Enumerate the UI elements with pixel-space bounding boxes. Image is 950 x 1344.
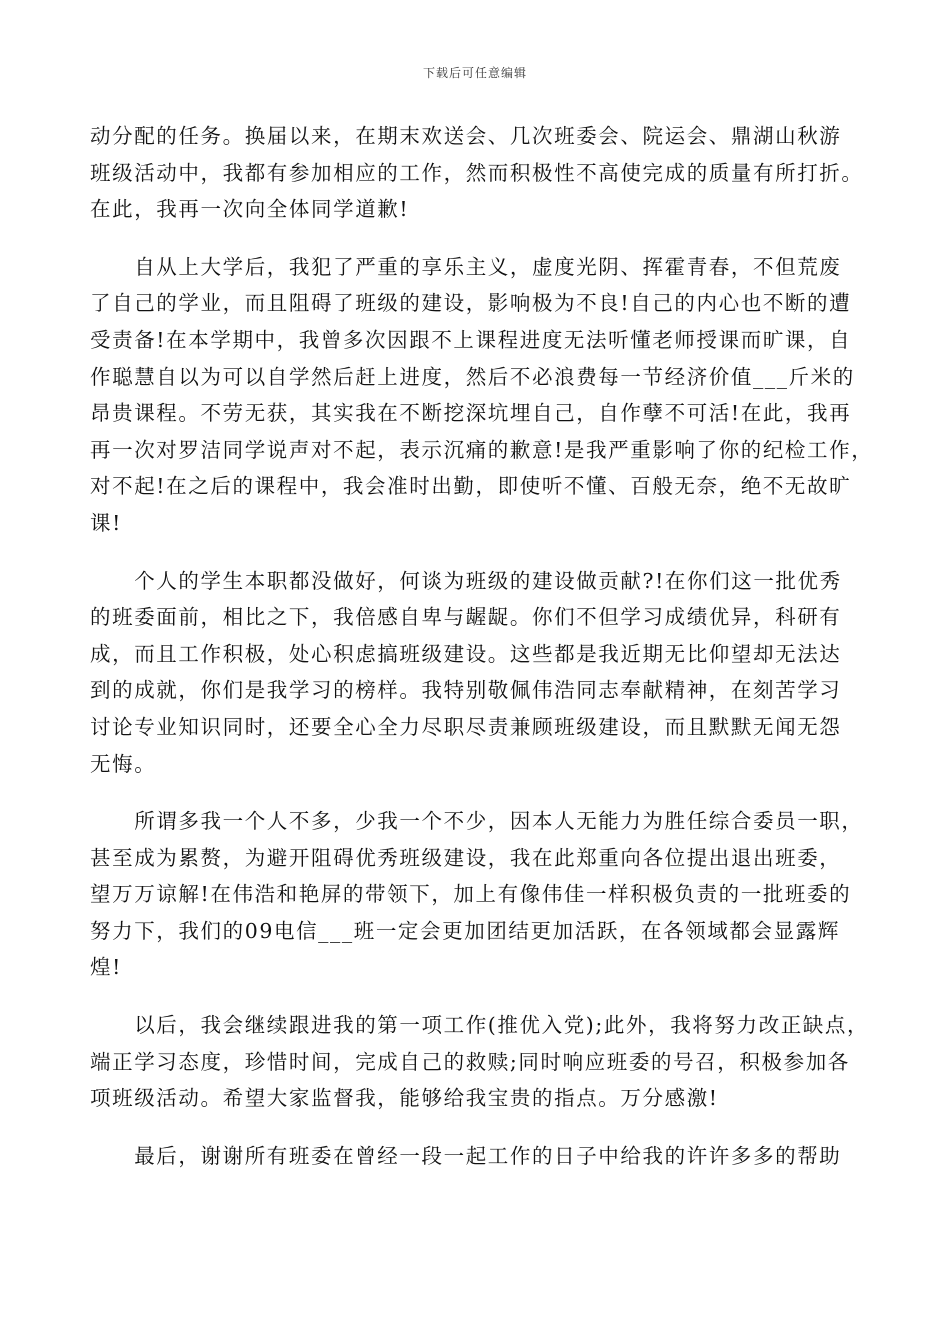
text-line: 昂贵课程。不劳无获，其实我在不断挖深坑埋自己，自作孽不可活!在此，我再 [90,401,852,426]
paragraph [90,803,862,986]
paragraph [90,563,862,783]
text-line: 望万万谅解!在伟浩和艳屏的带领下，加上有像伟佳一样积极负责的一批班委的 [90,882,852,907]
text-line: 作聪慧自以为可以自学然后赶上进度，然后不必浪费每一节经济价值___斤米的 [90,364,855,389]
text-line: 个人的学生本职都没做好，何谈为班级的建设做贡献?!在你们这一批优秀 [90,568,842,593]
text-line: 甚至成为累赘，为避开阻碍优秀班级建设，我在此郑重向各位提出退出班委， [90,845,842,870]
text-line: 端正学习态度，珍惜时间，完成自己的救赎;同时响应班委的号召，积极参加各 [90,1049,850,1074]
text-line: 动分配的任务。换届以来，在期末欢送会、几次班委会、院运会、鼎湖山秋游 [90,124,842,148]
text-line: 在此，我再一次向全体同学道歉! [90,197,410,222]
text-line: 对不起!在之后的课程中，我会准时出勤，即使听不懂、百般无奈，绝不无故旷 [90,474,852,499]
text-line: 受责备!在本学期中，我曾多次因跟不上课程进度无法听懂老师授课而旷课，自 [90,327,852,352]
document-body [90,118,874,1195]
text-line: 项班级活动。希望大家监督我，能够给我宝贵的指点。万分感激! [90,1086,719,1111]
text-line: 最后，谢谢所有班委在曾经一段一起工作的日子中给我的许许多多的帮助 [90,1143,842,1168]
page-header: 下载后可任意编辑 [422,66,527,80]
text-line: 课! [90,510,122,535]
text-line: 自从上大学后，我犯了严重的享乐主义，虚度光阴、挥霍青春，不但荒废 [90,254,842,279]
text-line: 所谓多我一个人不多，少我一个不少，因本人无能力为胜任综合委员一职， [90,809,864,834]
paragraph [90,118,862,228]
text-line: 努力下，我们的09电信___班一定会更加团结更加活跃，在各领域都会显露辉 [90,918,840,943]
text-line: 了自己的学业，而且阻碍了班级的建设，影响极为不良!自己的内心也不断的遭 [90,291,852,316]
paragraph [90,1138,862,1175]
paragraph [90,249,874,542]
text-line: 到的成就，你们是我学习的榜样。我特别敬佩伟浩同志奉献精神，在刻苦学习 [90,678,842,703]
text-line: 再一次对罗洁同学说声对不起，表示沉痛的歉意!是我严重影响了你的纪检工作， [90,437,874,462]
text-line: 讨论专业知识同时，还要全心全力尽职尽责兼顾班级建设，而且默默无闻无怨 [90,714,842,739]
text-line: 成，而且工作积极，处心积虑搞班级建设。这些都是我近期无比仰望却无法达 [90,641,842,666]
paragraph [90,1007,870,1117]
text-line: 班级活动中，我都有参加相应的工作，然而积极性不高使完成的质量有所打折。 [90,160,864,185]
text-line: 煌! [90,955,122,980]
text-line: 无悔。 [90,751,157,776]
text-line: 的班委面前，相比之下，我倍感自卑与龌龊。你们不但学习成绩优异，科研有 [90,605,842,630]
text-line: 以后，我会继续跟进我的第一项工作(推优入党);此外，我将努力改正缺点， [90,1013,870,1038]
